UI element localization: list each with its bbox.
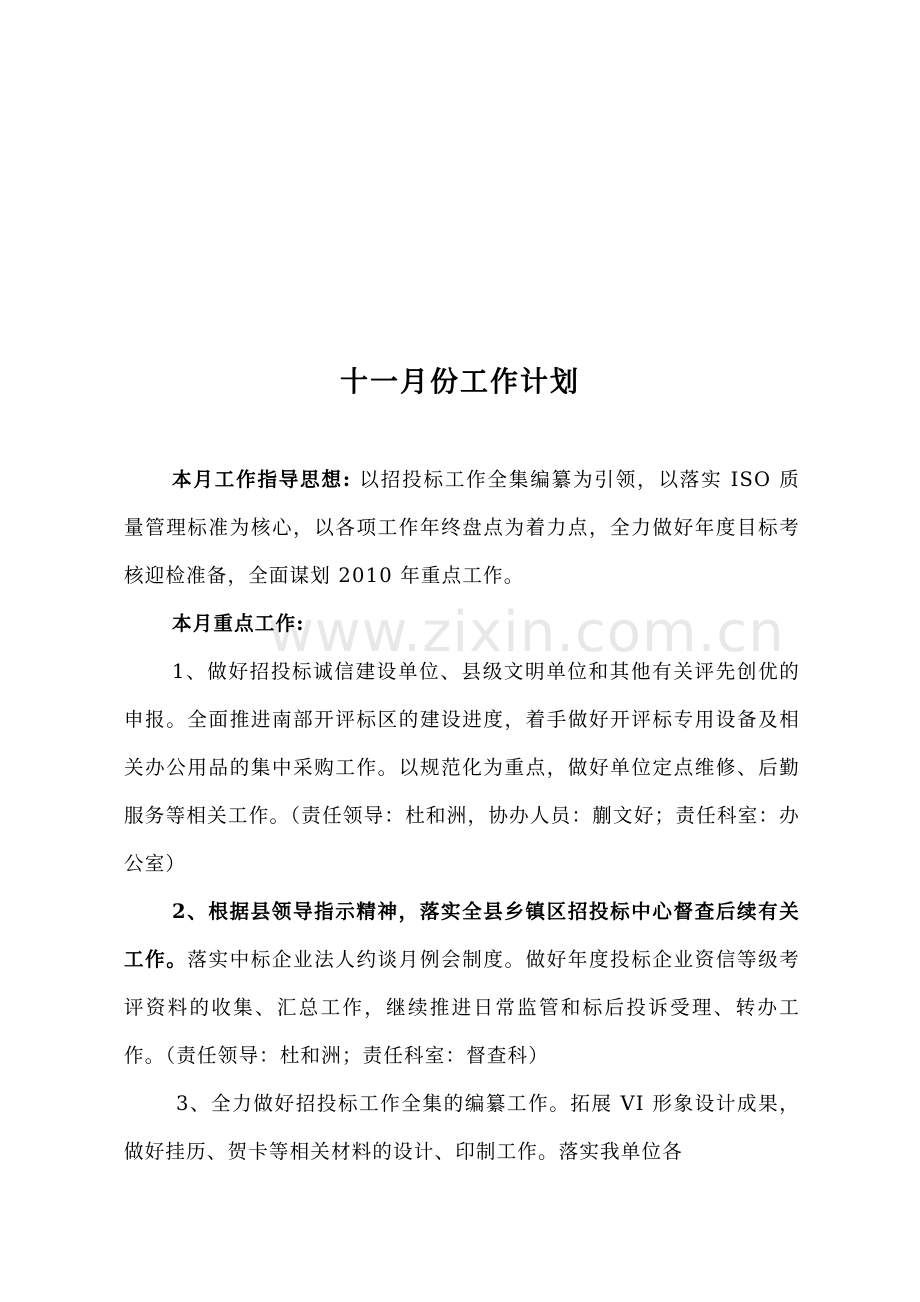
guiding-paragraph (124, 456, 800, 600)
work-item-2-lead: 2、根据县领导指示精神，落实全县乡镇区招投标中心督查后续有关工作。 (124, 900, 800, 971)
work-item-3 (124, 1080, 800, 1176)
watermark: www.zixin.com.cn (268, 600, 785, 665)
work-item-1-text: 1、做好招投标诚信建设单位、县级文明单位和其他有关评先创优的申报。全面推进南部开评标区的建设进度，着手做好开评标专用设备及相关办公用品的集中采购工作。以规范化为重点，做好单位定点维修、后勤服务等相关工作。（责任领导：杜和洲，协办人员：蒯文好；责任科室：办公室） (124, 660, 800, 875)
work-item-3-text: 3、全力做好招投标工作全集的编纂工作。拓展 VI 形象设计成果，做好挂历、贺卡等相关材料的设计、印制工作。落实我单位各 (124, 1092, 800, 1163)
document-body (124, 456, 800, 1176)
document-title: 十一月份工作计划 (339, 365, 580, 398)
work-item-2 (124, 888, 800, 1080)
key-work-heading: 本月重点工作: (172, 612, 305, 635)
guiding-text: 以招投标工作全集编纂为引领，以落实 ISO 质量管理标准为核心，以各项工作年终盘点为着力点，全力做好年度目标考核迎检准备，全面谋划 2010 年重点工作。 (124, 468, 801, 587)
key-work-paragraph (124, 600, 800, 648)
work-item-1 (124, 648, 800, 888)
guiding-label: 本月工作指导思想: (172, 468, 352, 491)
work-item-2-text: 落实中标企业法人约谈月例会制度。做好年度投标企业资信等级考评资料的收集、汇总工作，继续推进日常监管和标后投诉受理、转办工作。（责任领导：杜和洲；责任科室：督查科） (124, 948, 800, 1067)
